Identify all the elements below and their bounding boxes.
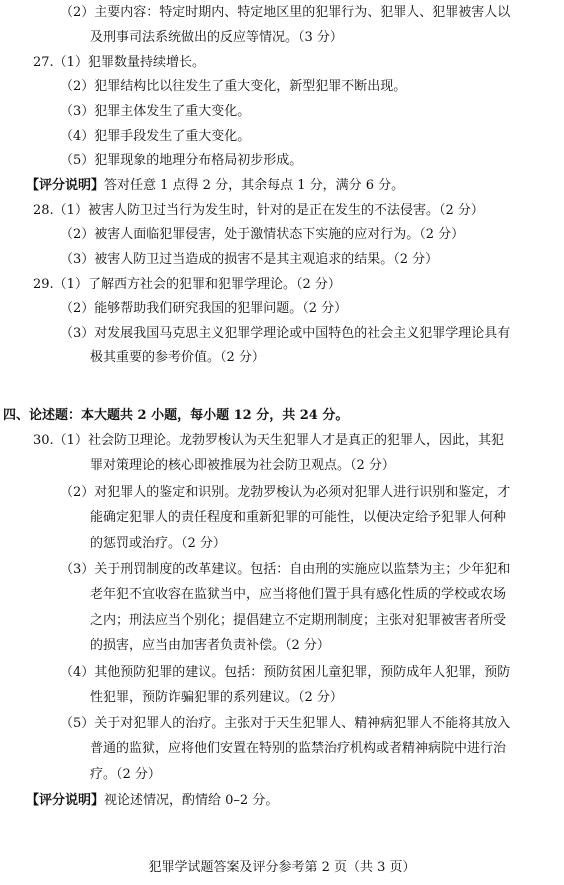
text-line: （2）对犯罪人的鉴定和识别。龙勃罗梭认为必须对犯罪人进行识别和鉴定，才 (60, 485, 511, 500)
text-line: （5）犯罪现象的地理分布格局初步形成。 (60, 153, 303, 168)
text-line: （2）主要内容：特定时期内、特定地区里的犯罪行为、犯罪人、犯罪被害人以 (60, 5, 511, 20)
text-line: 老年犯不宜收容在监狱当中，应当将他们置于具有感化性质的学校或农场 (90, 587, 507, 602)
text-line: 能确定犯罪人的责任程度和重新犯罪的可能性，以便决定给予犯罪人何种 (90, 510, 507, 525)
scoring-note-label: 【评分说明】 (26, 178, 105, 193)
text-line: （3）被害人防卫过当造成的损害不是其主观追求的结果。（2 分） (60, 252, 439, 267)
text-line: 29.（1）了解西方社会的犯罪和犯罪学理论。（2 分） (33, 277, 341, 292)
text-line: （4）犯罪手段发生了重大变化。 (60, 129, 251, 144)
text-line: （2）被害人面临犯罪侵害，处于激情状态下实施的应对行为。（2 分） (60, 227, 465, 242)
text-line: （3）犯罪主体发生了重大变化。 (60, 104, 251, 119)
section-heading: 四、论述题：本大题共 2 小题，每小题 12 分，共 24 分。 (3, 408, 349, 423)
text-line: 罪对策理论的核心即被推展为社会防卫观点。（2 分） (90, 458, 395, 473)
scoring-note: 【评分说明】视论述情况，酌情给 0–2 分。 (26, 793, 279, 808)
text-line: 的惩罚或治疗。（2 分） (90, 536, 226, 551)
text-line: （4）其他预防犯罪的建议。包括：预防贫困儿童犯罪，预防成年人犯罪，预防 (60, 665, 511, 680)
text-line: 30.（1）社会防卫理论。龙勃罗梭认为天生犯罪人才是真正的犯罪人，因此，其犯 (33, 433, 504, 448)
text-line: 及刑事司法系统做出的反应等情况。（3 分） (90, 30, 343, 45)
text-line: （2）能够帮助我们研究我国的犯罪问题。（2 分） (60, 301, 348, 316)
text-line: 28.（1）被害人防卫过当行为发生时，针对的是正在发生的不法侵害。（2 分） (33, 203, 484, 218)
text-line: 极其重要的参考价值。（2 分） (90, 350, 265, 365)
text-line: （5）关于对犯罪人的治疗。主张对于天生犯罪人、精神病犯罪人不能将其放入 (60, 716, 511, 731)
text-line: 普通的监狱，应将他们安置在特别的监禁治疗机构或者精神病院中进行治 (90, 741, 507, 756)
text-line: （3）关于刑罚制度的改革建议。包括：自由刑的实施应以监禁为主；少年犯和 (60, 562, 511, 577)
text-line: 疗。（2 分） (90, 767, 161, 782)
text-line: （3）对发展我国马克思主义犯罪学理论或中国特色的社会主义犯罪学理论具有 (60, 326, 511, 341)
text-line: 27.（1）犯罪数量持续增长。 (33, 55, 205, 70)
scoring-note: 【评分说明】答对任意 1 点得 2 分，其余每点 1 分，满分 6 分。 (26, 178, 405, 193)
text-line: 的损害，应当由加害者负责补偿。（2 分） (90, 638, 330, 653)
text-line: （2）犯罪结构比以往发生了重大变化，新型犯罪不断出现。 (60, 79, 407, 94)
scoring-note-label: 【评分说明】 (26, 793, 105, 808)
text-line: 之内；刑法应当个别化；提倡建立不定期刑制度；主张对犯罪被害者所受 (90, 613, 507, 628)
text-line: 性犯罪，预防诈骗犯罪的系列建议。（2 分） (90, 690, 343, 705)
page-footer: 犯罪学试题答案及评分参考第 2 页（共 3 页） (148, 860, 416, 875)
